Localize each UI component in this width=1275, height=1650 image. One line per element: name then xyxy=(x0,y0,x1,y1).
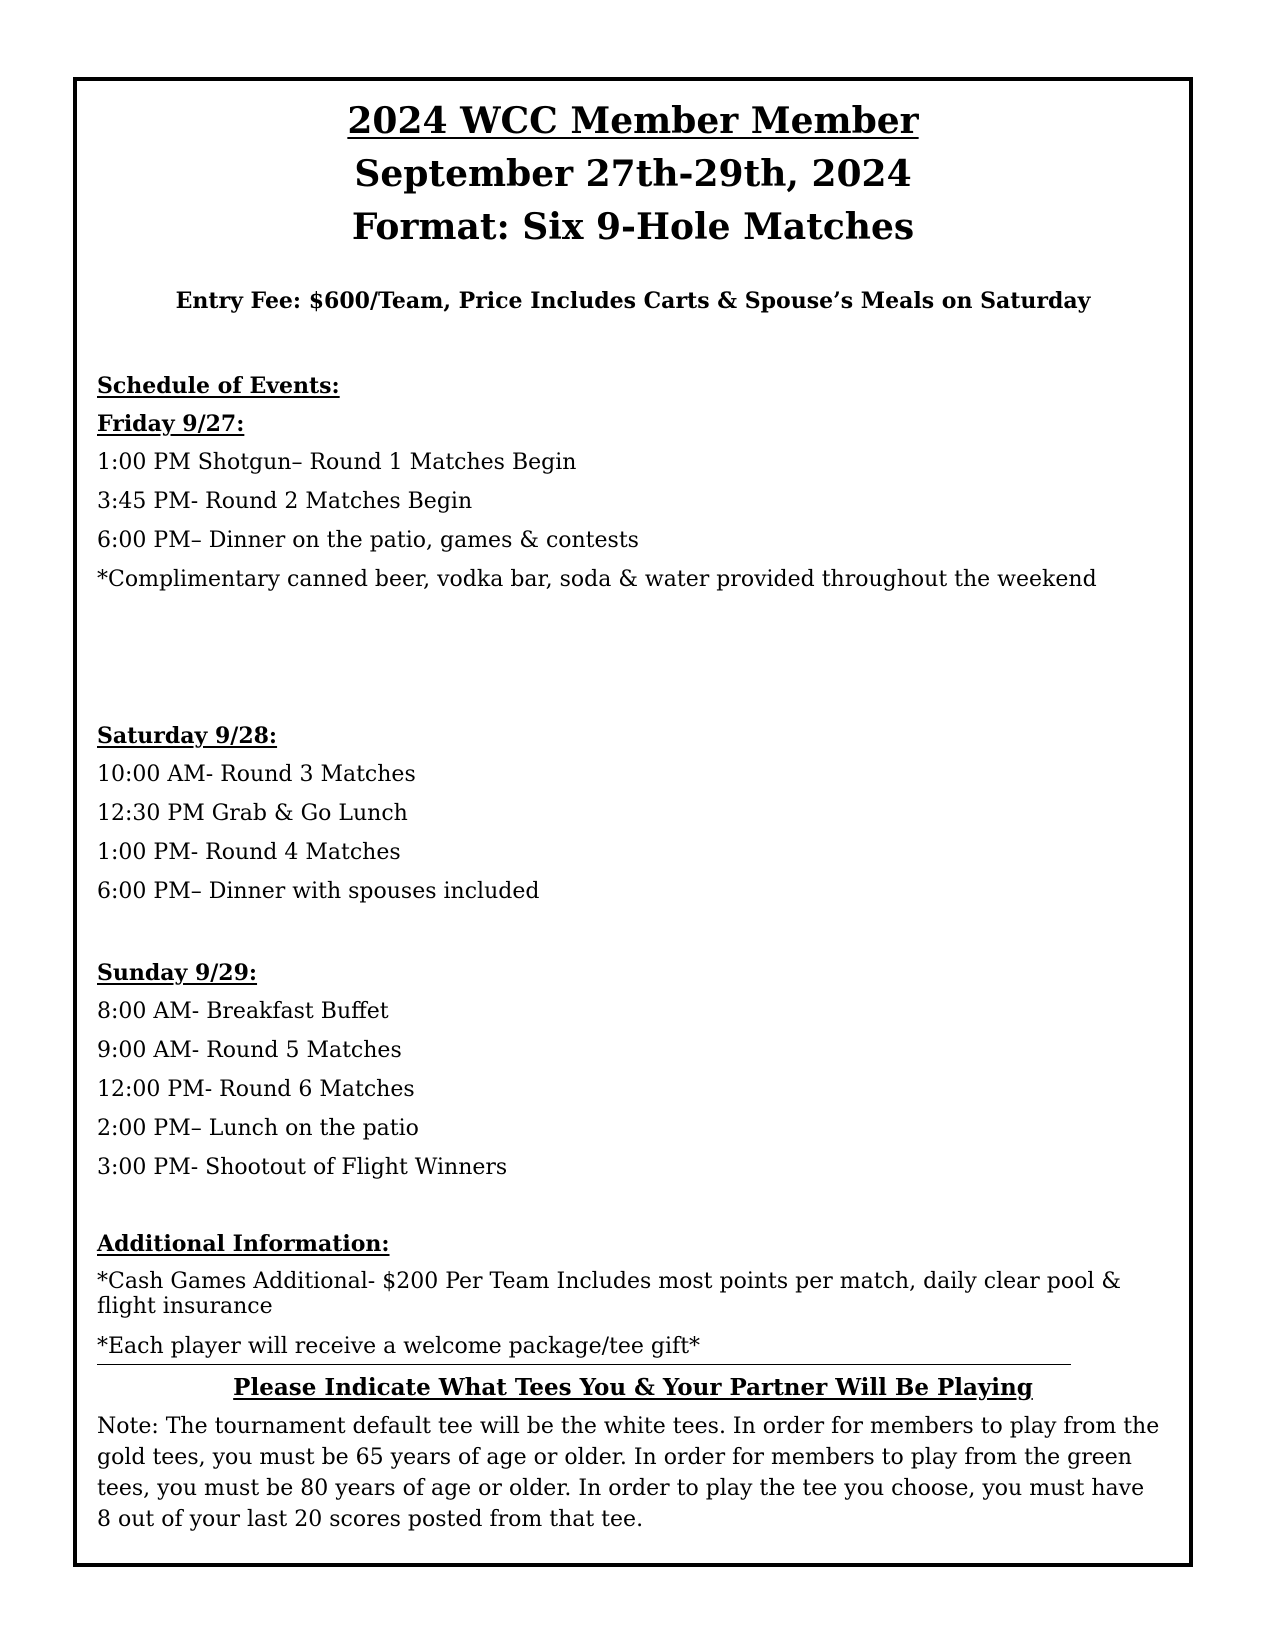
tee-selection-heading: Please Indicate What Tees You & Your Partner Will Be Playing xyxy=(233,1374,1033,1401)
additional-info-block xyxy=(97,1225,1171,1366)
section-divider xyxy=(97,1364,1071,1365)
schedule-item: *Complimentary canned beer, vodka bar, soda & water provided throughout the weekend xyxy=(97,567,1097,592)
friday-heading: Friday 9/27: xyxy=(97,411,245,437)
entry-fee: Entry Fee: $600/Team, Price Includes Carts & Spouse’s Meals on Saturday xyxy=(175,288,1091,314)
event-title: 2024 WCC Member Member xyxy=(347,100,919,142)
schedule-item: 9:00 AM- Round 5 Matches xyxy=(97,1038,402,1063)
schedule-item: 12:00 PM- Round 6 Matches xyxy=(97,1077,415,1102)
event-format: Format: Six 9-Hole Matches xyxy=(351,206,915,248)
schedule-item: 6:00 PM– Dinner with spouses included xyxy=(97,879,540,904)
schedule-sunday-block xyxy=(97,954,1171,1187)
schedule-heading: Schedule of Events: xyxy=(97,373,340,399)
schedule-item: 6:00 PM– Dinner on the patio, games & contests xyxy=(97,528,639,553)
additional-info-heading: Additional Information: xyxy=(97,1231,390,1257)
schedule-item: 12:30 PM Grab & Go Lunch xyxy=(97,801,408,826)
saturday-heading: Saturday 9/28: xyxy=(97,723,278,749)
schedule-item: 10:00 AM- Round 3 Matches xyxy=(97,762,416,787)
schedule-item: 8:00 AM- Breakfast Buffet xyxy=(97,999,389,1024)
schedule-item: 3:00 PM- Shootout of Flight Winners xyxy=(97,1155,508,1180)
sunday-heading: Sunday 9/29: xyxy=(97,960,258,986)
tee-selection-note: Note: The tournament default tee will be the white tees. In order for members to play from the gold tees, you must be 65 years of age or older. In order for members to play from the green tees, you must be 80 years of age or older. In order to play the tee you choose, you must have 8 out of your last 20 scores posted from that tee. xyxy=(97,1414,1160,1532)
schedule-item: 2:00 PM– Lunch on the patio xyxy=(97,1116,419,1141)
schedule-item: 3:45 PM- Round 2 Matches Begin xyxy=(97,489,473,514)
event-dates: September 27th-29th, 2024 xyxy=(354,153,912,195)
schedule-friday-block xyxy=(97,367,1171,599)
additional-info-item: *Cash Games Additional- $200 Per Team Includes most points per match, daily clear pool & flight insurance xyxy=(97,1269,1121,1319)
schedule-item: 1:00 PM- Round 4 Matches xyxy=(97,840,401,865)
schedule-item: 1:00 PM Shotgun– Round 1 Matches Begin xyxy=(97,450,577,475)
additional-info-item: *Each player will receive a welcome package/tee gift* xyxy=(97,1334,701,1359)
schedule-saturday-block xyxy=(97,717,1171,911)
document-header xyxy=(77,95,1189,254)
document-frame xyxy=(73,77,1193,1567)
